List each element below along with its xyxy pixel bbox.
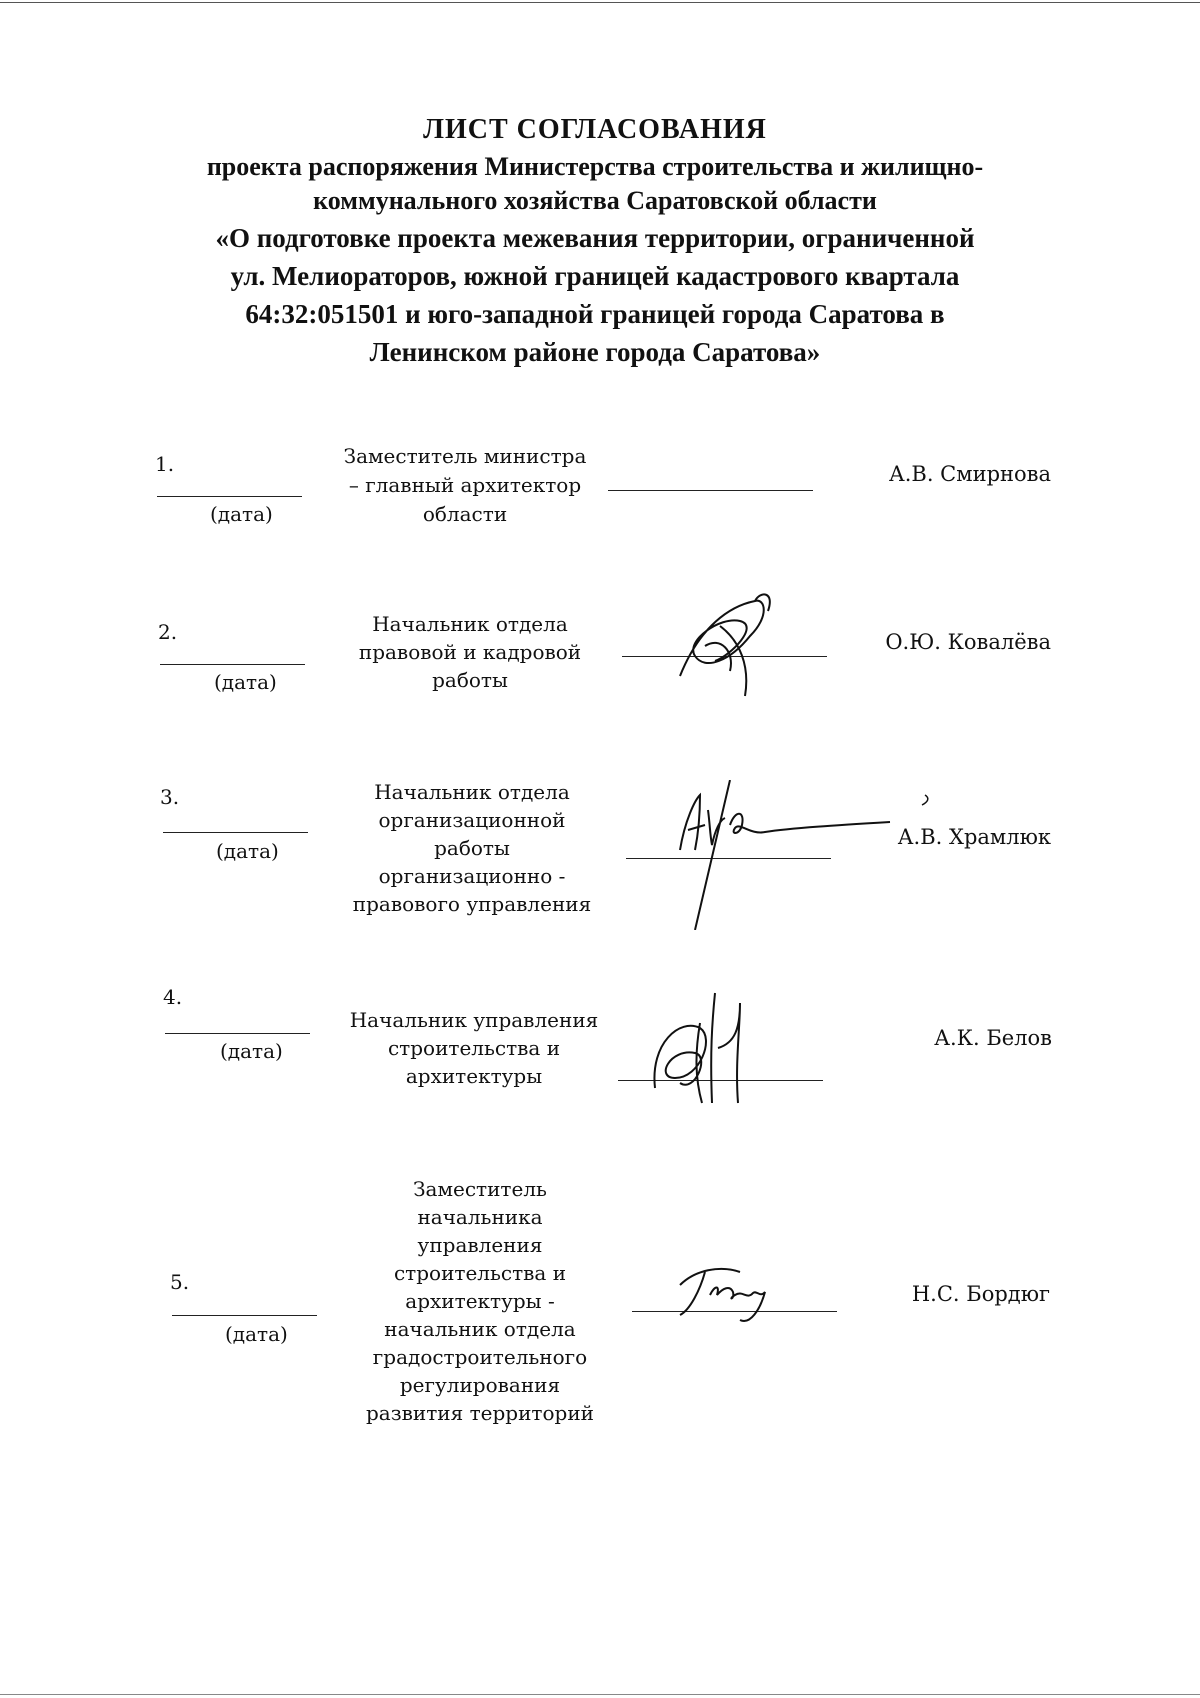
signature-mark	[665, 1260, 815, 1330]
subtitle-line-2: коммунального хозяйства Саратовской области	[313, 186, 877, 215]
position-line: архитектуры -	[405, 1289, 555, 1313]
position-line: работы	[434, 836, 510, 860]
position-line: строительства и	[393, 1261, 567, 1285]
position-line: начальник отдела	[384, 1317, 576, 1341]
position-line: организационно -	[378, 864, 566, 888]
quote-line-3: 64:32:051501 и юго-западной границей города Саратова в	[245, 299, 945, 329]
position-title	[342, 778, 602, 918]
row-number: 3.	[160, 785, 180, 809]
position-line: правового управления	[352, 892, 592, 916]
signature-line[interactable]	[608, 490, 813, 491]
position-line: градостроительного	[372, 1345, 588, 1369]
position-line: регулирования	[399, 1373, 561, 1397]
position-line: управления	[417, 1233, 543, 1257]
signatory-name: Н.С. Бордюг	[911, 1282, 1050, 1306]
position-title	[350, 1175, 610, 1427]
date-line[interactable]	[165, 1033, 310, 1034]
date-label: (дата)	[220, 1039, 283, 1063]
row-number: 5.	[170, 1270, 190, 1294]
position-title	[340, 610, 600, 694]
position-title	[344, 1006, 604, 1090]
quote-line-4: Ленинском районе города Саратова»	[369, 337, 821, 367]
date-line[interactable]	[157, 496, 302, 497]
signature-mark	[660, 780, 940, 930]
quote-line-2: ул. Мелиораторов, южной границей кадастрового квартала	[230, 261, 960, 291]
date-label: (дата)	[216, 839, 279, 863]
row-number: 2.	[158, 620, 178, 644]
document-header	[150, 110, 1040, 370]
position-line: Начальник управления	[349, 1008, 599, 1032]
position-line: Заместитель	[413, 1177, 547, 1201]
position-line: области	[422, 502, 508, 526]
scan-top-edge	[0, 2, 1200, 3]
date-label: (дата)	[214, 670, 277, 694]
position-line: Начальник отдела	[374, 780, 570, 804]
date-label: (дата)	[210, 502, 273, 526]
position-line: архитектуры	[405, 1064, 543, 1088]
position-line: правовой и кадровой	[358, 640, 582, 664]
signatory-name: А.К. Белов	[934, 1026, 1052, 1050]
document-title: ЛИСТ СОГЛАСОВАНИЯ	[423, 114, 767, 145]
position-line: – главный архитектор	[348, 473, 582, 497]
subtitle-line-1: проекта распоряжения Министерства строительства и жилищно-	[206, 152, 984, 181]
signatory-name: А.В. Храмлюк	[897, 825, 1051, 849]
signatory-name: О.Ю. Ковалёва	[885, 630, 1051, 654]
row-number: 4.	[163, 985, 183, 1009]
scan-bottom-edge	[0, 1694, 1200, 1695]
position-line: Начальник отдела	[372, 612, 568, 636]
date-line[interactable]	[163, 832, 308, 833]
signature-mark	[660, 586, 810, 716]
position-line: строительства и	[387, 1036, 561, 1060]
date-line[interactable]	[160, 664, 305, 665]
position-line: Заместитель министра	[343, 444, 587, 468]
date-label: (дата)	[225, 1322, 288, 1346]
position-line: работы	[432, 668, 508, 692]
date-line[interactable]	[172, 1315, 317, 1316]
position-line: развития территорий	[366, 1401, 594, 1425]
position-line: организационной	[378, 808, 566, 832]
signature-mark	[640, 983, 790, 1113]
quote-line-1: «О подготовке проекта межевания территории, ограниченной	[215, 223, 975, 253]
signatory-name: А.В. Смирнова	[888, 462, 1051, 486]
position-title	[335, 442, 595, 529]
row-number: 1.	[155, 452, 175, 476]
position-line: начальника	[417, 1205, 543, 1229]
